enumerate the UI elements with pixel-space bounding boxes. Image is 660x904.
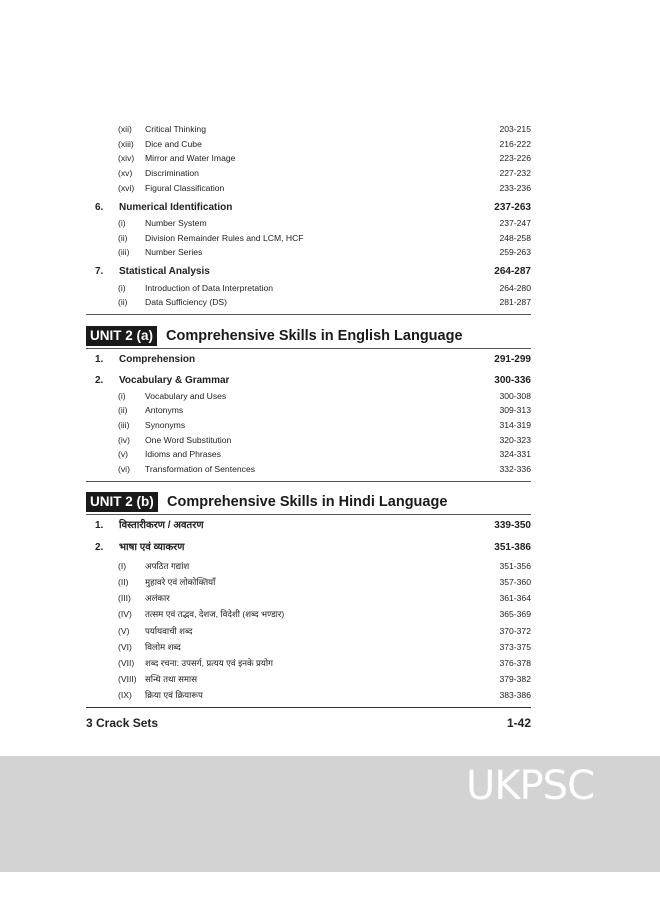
section-number: 7.	[95, 266, 104, 277]
item-pages: 259-263	[499, 247, 531, 257]
item-pages: 357-360	[499, 577, 531, 587]
section-title: भाषा एवं व्याकरण	[119, 542, 185, 553]
section-pages: 291-299	[494, 354, 531, 365]
item-pages: 281-287	[499, 297, 531, 307]
item-number: (xiv)	[118, 153, 135, 163]
toc-item	[118, 403, 531, 417]
item-pages: 227-232	[499, 168, 531, 178]
toc-item	[118, 389, 531, 403]
divider	[86, 314, 531, 315]
item-title: क्रिया एवं क्रियारूप	[145, 690, 203, 700]
item-title: Antonyms	[145, 405, 184, 415]
item-pages: 314-319	[499, 420, 531, 430]
crack-sets-title: 3 Crack Sets	[86, 716, 159, 730]
item-number: (ii)	[118, 297, 128, 307]
section-title: Numerical Identification	[119, 202, 233, 213]
toc-item	[118, 295, 531, 309]
toc-item	[118, 559, 531, 573]
crack-sets-row	[86, 714, 531, 732]
section-title: Statistical Analysis	[119, 266, 210, 277]
toc-item	[118, 688, 531, 702]
item-title: शब्द रचना: उपसर्ग, प्रत्यय एवं इनके प्रयोग	[145, 658, 273, 668]
item-title: Mirror and Water Image	[145, 153, 236, 163]
item-pages: 379-382	[499, 674, 531, 684]
item-number: (xvi)	[118, 183, 135, 193]
item-number: (xv)	[118, 168, 133, 178]
unit-label: UNIT 2 (b)	[86, 492, 158, 512]
item-pages: 300-308	[499, 391, 531, 401]
item-pages: 361-364	[499, 593, 531, 603]
item-title: Critical Thinking	[145, 124, 206, 134]
item-pages: 376-378	[499, 658, 531, 668]
toc-item	[118, 462, 531, 476]
toc-item	[118, 216, 531, 230]
section-number: 2.	[95, 375, 104, 386]
item-title: Number Series	[145, 247, 203, 257]
divider	[86, 481, 531, 482]
item-title: Vocabulary and Uses	[145, 391, 227, 401]
item-pages: 351-356	[499, 561, 531, 571]
toc-item	[118, 591, 531, 605]
toc-section	[95, 540, 531, 556]
toc-section	[95, 200, 531, 216]
item-number: (iii)	[118, 247, 130, 257]
toc-item	[118, 281, 531, 295]
item-title: Introduction of Data Interpretation	[145, 283, 274, 293]
item-pages: 365-369	[499, 609, 531, 619]
toc-item	[118, 166, 531, 180]
item-number: (xii)	[118, 124, 132, 134]
item-title: पर्यायवाची शब्द	[145, 626, 193, 636]
toc-item	[118, 640, 531, 654]
item-number: (VIII)	[118, 674, 137, 684]
section-number: 2.	[95, 542, 104, 553]
item-pages: 223-226	[499, 153, 531, 163]
item-number: (ii)	[118, 405, 128, 415]
item-pages: 370-372	[499, 626, 531, 636]
crack-sets-pages: 1-42	[506, 716, 531, 730]
section-pages: 351-386	[494, 542, 531, 553]
item-title: Synonyms	[145, 420, 186, 430]
item-number: (i)	[118, 283, 126, 293]
section-number: 6.	[95, 202, 104, 213]
item-number: (VII)	[118, 658, 135, 668]
toc-item	[118, 607, 531, 621]
toc-section	[95, 264, 531, 280]
toc-item	[118, 575, 531, 589]
item-pages: 320-323	[499, 435, 531, 445]
section-pages: 339-350	[494, 520, 531, 531]
item-title: सन्धि तथा समास	[145, 674, 198, 684]
item-pages: 248-258	[499, 233, 531, 243]
item-number: (iv)	[118, 435, 130, 445]
item-number: (I)	[118, 561, 127, 571]
section-title: Comprehension	[119, 354, 196, 365]
unit-heading	[86, 326, 531, 346]
toc-item	[118, 418, 531, 432]
item-pages: 216-222	[499, 139, 531, 149]
footer-band	[0, 756, 660, 872]
unit-title: Comprehensive Skills in Hindi Language	[167, 494, 448, 510]
item-number: (V)	[118, 626, 130, 636]
item-title: Transformation of Sentences	[145, 464, 256, 474]
toc-item	[118, 624, 531, 638]
item-pages: 264-280	[499, 283, 531, 293]
toc-item	[118, 672, 531, 686]
item-title: Discrimination	[145, 168, 199, 178]
item-title: तत्सम एवं तद्भव, देशज, विदेशी (शब्द भण्डार)	[145, 609, 285, 619]
section-pages: 300-336	[494, 375, 531, 386]
section-pages: 264-287	[494, 266, 531, 277]
item-title: अपठित गद्यांश	[145, 561, 190, 571]
unit-title: Comprehensive Skills in English Language	[166, 328, 463, 344]
toc-item	[118, 137, 531, 151]
item-number: (xiii)	[118, 139, 134, 149]
unit-heading	[86, 492, 531, 512]
toc-item	[118, 151, 531, 165]
divider	[86, 707, 531, 708]
toc-item	[118, 656, 531, 670]
item-pages: 203-215	[499, 124, 531, 134]
toc-section	[95, 352, 531, 368]
item-number: (i)	[118, 218, 126, 228]
toc-item	[118, 433, 531, 447]
item-number: (v)	[118, 449, 129, 459]
item-title: Dice and Cube	[145, 139, 202, 149]
item-title: मुहावरे एवं लोकोक्तियाँ	[145, 577, 216, 587]
unit-label: UNIT 2 (a)	[86, 326, 157, 346]
item-title: One Word Substitution	[145, 435, 232, 445]
item-title: Division Remainder Rules and LCM, HCF	[145, 233, 304, 243]
item-number: (iii)	[118, 420, 130, 430]
item-number: (vi)	[118, 464, 130, 474]
section-title: विस्तारीकरण / अवतरण	[119, 520, 204, 531]
toc-item	[118, 231, 531, 245]
item-title: विलोम शब्द	[145, 642, 181, 652]
item-pages: 233-236	[499, 183, 531, 193]
divider	[86, 514, 531, 515]
item-pages: 309-313	[499, 405, 531, 415]
item-number: (III)	[118, 593, 131, 603]
item-pages: 237-247	[499, 218, 531, 228]
item-number: (ii)	[118, 233, 128, 243]
toc-section	[95, 373, 531, 389]
section-number: 1.	[95, 520, 104, 531]
toc-item	[118, 245, 531, 259]
item-number: (II)	[118, 577, 129, 587]
section-title: Vocabulary & Grammar	[119, 375, 230, 386]
item-pages: 373-375	[499, 642, 531, 652]
brand-logo-text: UKPSC	[466, 763, 594, 809]
toc-section	[95, 518, 531, 534]
item-number: (VI)	[118, 642, 132, 652]
section-number: 1.	[95, 354, 104, 365]
item-number: (IX)	[118, 690, 132, 700]
toc-item	[118, 447, 531, 461]
toc-item	[118, 122, 531, 136]
item-number: (i)	[118, 391, 126, 401]
divider	[86, 348, 531, 349]
item-pages: 383-386	[499, 690, 531, 700]
item-title: Data Sufficiency (DS)	[145, 297, 227, 307]
item-title: Number System	[145, 218, 207, 228]
item-title: अलंकार	[145, 593, 170, 603]
item-title: Figural Classification	[145, 183, 225, 193]
item-title: Idioms and Phrases	[145, 449, 221, 459]
item-pages: 324-331	[499, 449, 531, 459]
item-number: (IV)	[118, 609, 132, 619]
section-pages: 237-263	[494, 202, 531, 213]
item-pages: 332-336	[499, 464, 531, 474]
toc-item	[118, 181, 531, 195]
